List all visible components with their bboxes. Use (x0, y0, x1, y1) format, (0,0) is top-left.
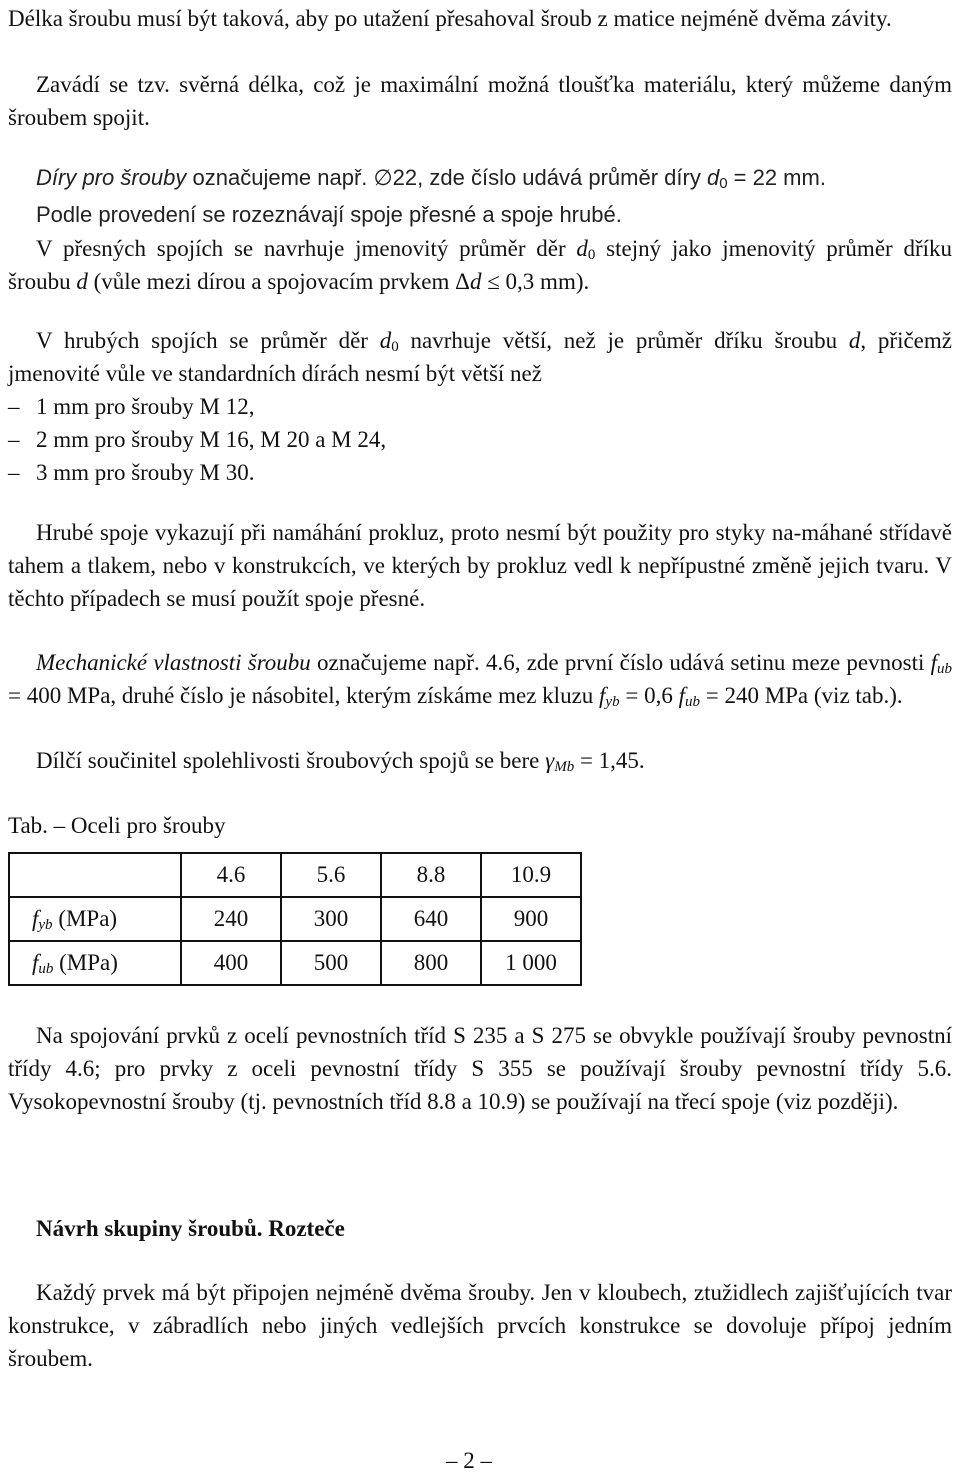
page-number: – 2 – (446, 1448, 492, 1473)
table-header-cell: 8.8 (381, 853, 481, 897)
term-bolt-holes: Díry pro šrouby (36, 165, 187, 190)
table-cell: 500 (281, 941, 381, 985)
paragraph-joint-types: Podle provedení se rozeznávají spoje přesné a spoje hrubé. (36, 202, 622, 227)
paragraph-bolt-count: Každý prvek má být připojen nejméně dvěma šrouby. Jen v kloubech, ztužidlech zajišťujících tvar konstrukce, v zábradlích nebo jiných vedlejších prvcích konstrukce se dovoluje přípoj jedním šroubem. (8, 1280, 952, 1371)
table-cell: 240 (181, 897, 281, 941)
list-item: – 1 mm pro šrouby M 12, (8, 394, 255, 419)
table-cell: 640 (381, 897, 481, 941)
table-row (9, 941, 581, 985)
paragraph-safety-factor: Dílčí součinitel spolehlivosti šroubových spojů se bere $\gamma_{Mb} = 1,45$. (36, 748, 645, 775)
table-cell: 300 (281, 897, 381, 941)
paragraph-slip: Hrubé spoje vykazují při namáhání prokluz, proto nesmí být použity pro styky na-máhané střídavě tahem a tlakem, nebo v konstrukcích, ve kterých by prokluz vedl k nepřípustné změně jejich tvaru. V těchto případech se musí použít spoje přesné. (8, 520, 952, 611)
table-header-cell: 5.6 (281, 853, 381, 897)
table-header-row (9, 853, 581, 897)
paragraph-bolt-length: Délka šroubu musí být taková, aby po utažení přesahoval šroub z matice nejméně dvěma závity. (8, 6, 892, 31)
paragraph-mechanical-properties: Mechanické vlastnosti šroubu označujeme např. 4.6, zde první číslo udává setinu meze pevnosti $f_{ub} = 400$ MPa, druhé číslo je násobitel, kterým získáme mez kluzu $f_{yb} = 0,6$ $f_{ub} = 240$ MPa (viz tab.). (8, 650, 952, 710)
table-header-cell: 4.6 (181, 853, 281, 897)
paragraph-bolt-holes: Díry pro šrouby označujeme např. ∅22, zde číslo udává průměr díry $d_0 = 22$ mm. (36, 165, 826, 192)
paragraph-rough-joints: V hrubých spojích se průměr děr $d_0$ navrhuje větší, než je průměr dříku šroubu d, přičemž jmenovité vůle ve standardních dírách nesmí být větší než (8, 328, 952, 386)
bolt-steel-table (8, 852, 582, 986)
row-label-fyb: $f_{yb}$ (MPa) (9, 897, 181, 941)
paragraph-strength-classes: Na spojování prvků z ocelí pevnostních tříd S 235 a S 275 se obvykle používají šrouby pevnostní třídy 4.6; pro prvky z oceli pevnostní třídy S 355 se používají šrouby pevnostní třídy 5.6. Vysokopevnostní šrouby (tj. pevnostních tříd 8.8 a 10.9) se používají na třecí spoje (viz později). (8, 1023, 952, 1114)
table-cell: 1 000 (481, 941, 581, 985)
gamma-symbol: γ (545, 748, 555, 773)
paragraph-precise-joints: V přesných spojích se navrhuje jmenovitý průměr děr $d_0$ stejný jako jmenovitý průměr dříku šroubu d (vůle mezi dírou a spojovacím prvkem Δd ≤ 0,3 mm). (8, 236, 952, 294)
table-cell: 800 (381, 941, 481, 985)
table-row (9, 897, 581, 941)
table-caption: Tab. – Oceli pro šrouby (8, 813, 226, 838)
paragraph-clamping-length: Zavádí se tzv. svěrná délka, což je maximální možná tloušťka materiálu, který můžeme daným šroubem spojit. (8, 72, 952, 130)
list-item: – 3 mm pro šrouby M 30. (8, 460, 255, 485)
row-label-fub: $f_{ub}$ (MPa) (9, 941, 181, 985)
table-cell: 900 (481, 897, 581, 941)
table-cell: 400 (181, 941, 281, 985)
diameter-symbol: ∅ (373, 165, 393, 190)
list-item: – 2 mm pro šrouby M 16, M 20 a M 24, (8, 427, 387, 452)
table-header-cell: 10.9 (481, 853, 581, 897)
section-heading: Návrh skupiny šroubů. Rozteče (36, 1216, 345, 1241)
table-corner-cell (9, 853, 181, 897)
term-mechanical-properties: Mechanické vlastnosti šroubu (36, 650, 311, 675)
